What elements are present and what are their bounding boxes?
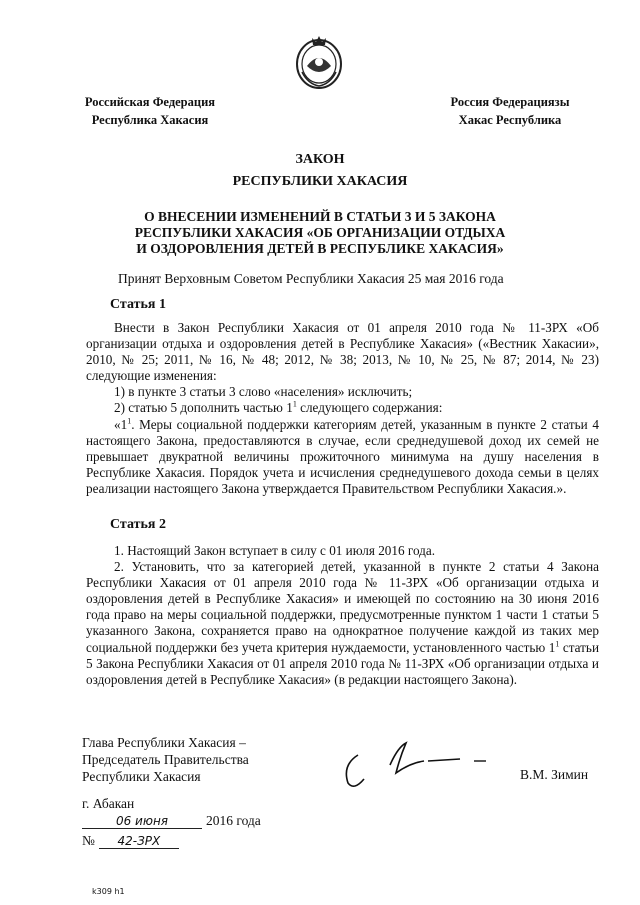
number-handwritten: 42-ЗРХ	[99, 834, 179, 849]
header-left	[70, 93, 230, 129]
subtitle-line2: РЕСПУБЛИКИ ХАКАСИЯ «ОБ ОРГАНИЗАЦИИ ОТДЫХА	[134, 225, 506, 240]
article1-quote-sup: 1	[127, 416, 132, 426]
signatory-title-line3: Республики Хакасия	[82, 769, 201, 784]
header-left-line1: Российская Федерация	[84, 95, 216, 109]
article1-quote-open: «1	[114, 416, 128, 432]
article1-quote-text: . Меры социальной поддержки категориям детей, указанным в пункте 2 статьи 4 настоящего Закона, предоставляются в случае, если среднедушевой доход их семей не превышает двукратной величины прожиточного минимума на душу населения в Республике Хакасия. Порядок учета и исчисления среднедушевого дохода семьи в целях реализации настоящего Закона утверждается Правительством Республики Хакасия.».	[86, 416, 599, 496]
article2-item2-text: 2. Установить, что за категорией детей, указанной в пункте 2 статьи 4 Закона Республики Хакасия от 01 апреля 2010 года № 11-ЗРХ «Об организации отдыха и оздоровления детей в Республике Хакасия» и имеющей по состоянию на 30 июня 2016 года право на меры социальной поддержки, предусмотренные пунктом 1 части 1 статьи 5 указанного Закона, сохраняется право на однократное получение каждой из таких мер социальной поддержки без учета критерия нуждаемости, установленного частью 1	[86, 559, 599, 655]
article1-item2-rest: следующего содержания:	[296, 400, 443, 416]
subtitle-line3: И ОЗДОРОВЛЕНИЯ ДЕТЕЙ В РЕСПУБЛИКЕ ХАКАСИЯ»	[136, 241, 504, 256]
article2-item2-sup: 1	[555, 639, 560, 649]
header-right-line2: Хакас Республика	[458, 113, 562, 127]
article2-item1: 1. Настоящий Закон вступает в силу с 01 июля 2016 года.	[114, 543, 436, 558]
doc-title-line1: ЗАКОН	[295, 152, 345, 167]
article1-item2-text: 2) статью 5 дополнить частью 1	[114, 400, 293, 416]
article2-item2	[86, 559, 599, 688]
article1-item2	[86, 400, 599, 416]
article1-item1: 1) в пункте 3 статьи 3 слово «населения» исключить;	[114, 384, 413, 400]
place-of-signing: г. Абакан	[82, 796, 135, 811]
article2-heading: Статья 2	[110, 517, 166, 532]
signatory-title	[82, 734, 249, 785]
adoption-line: Принят Верховным Советом Республики Хакасия 25 мая 2016 года	[118, 271, 504, 286]
signatory-name: В.М. Зимин	[520, 767, 589, 782]
article1-heading: Статья 1	[110, 297, 166, 312]
article1-intro: Внести в Закон Республики Хакасия от 01 апреля 2010 года № 11-ЗРХ «Об организации отдыха и оздоровления детей в Республике Хакасия» («Вестник Хакасии», 2010, № 25; 2011, № 16, № 48; 2012, № 38; 2013, № 10, № 25, № 87; 2014, № 23) следующие изменения:	[86, 320, 599, 384]
signing-date	[82, 813, 261, 829]
signatory-title-line2: Председатель Правительства	[82, 752, 249, 767]
header-right-line1: Россия Федерациязы	[450, 95, 570, 109]
article2-body	[86, 543, 599, 688]
number-prefix: №	[82, 833, 95, 848]
header-left-line2: Республика Хакасия	[91, 113, 209, 127]
article1-item2-sup: 1	[292, 400, 297, 410]
date-year: 2016 года	[206, 813, 261, 828]
doc-title-line2: РЕСПУБЛИКИ ХАКАСИЯ	[232, 174, 408, 189]
article1-quote	[86, 417, 599, 497]
law-number	[82, 833, 179, 849]
date-handwritten: 06 июня	[82, 814, 202, 829]
header-right	[435, 93, 585, 129]
handwritten-signature	[340, 735, 500, 795]
subtitle-line1: О ВНЕСЕНИИ ИЗМЕНЕНИЙ В СТАТЬИ 3 И 5 ЗАКОНА	[144, 209, 496, 224]
signatory-title-line1: Глава Республики Хакасия –	[82, 735, 246, 750]
document-code: k309 h1	[92, 887, 125, 896]
emblem-icon	[294, 32, 344, 90]
doc-subtitle	[60, 209, 580, 257]
article1-body	[86, 320, 599, 497]
article2-item2-rest: статьи 5 Закона Республики Хакасия от 01 апреля 2010 года № 11-ЗРХ «Об организации отдыха и оздоровления детей в Республике Хакасия» (в редакции настоящего Закона).	[86, 639, 599, 687]
